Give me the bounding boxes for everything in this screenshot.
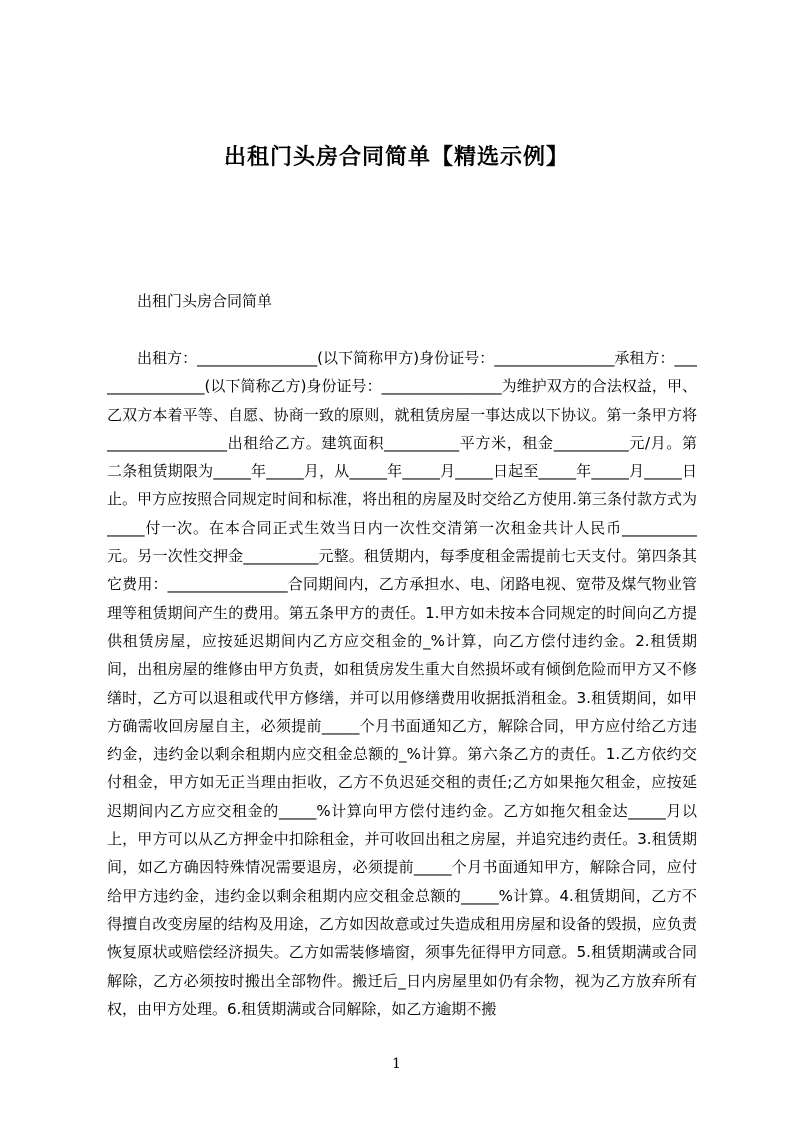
page-number: 1: [392, 1056, 401, 1072]
document-subtitle: 出租门头房合同简单: [137, 292, 273, 310]
document-title: 出租门头房合同简单【精选示例】: [223, 145, 569, 170]
contract-body-text: 出租方：________________(以下简称甲方)身份证号：________________承租方：________________(以下简称乙方)身份证号：________________为维护双方的合法权益，甲、乙双方本着平等、自愿、协商一致的原则，就租赁房屋一事达成以下协议。第一条甲方将________________出租给乙方。建筑面积__________平方米，租金__________元/月。第二条租赁期限为_____年_____月，从_____年_____月_____日起至_____年_____月_____日止。甲方应按照合同规定时间和标准，将出租的房屋及时交给乙方使用.第三条付款方式为_____付一次。在本合同正式生效当日内一次性交清第一次租金共计人民币__________元。另一次性交押金__________元整。租赁期内，每季度租金需提前七天支付。第四条其它费用：________________合同期间内，乙方承担水、电、闭路电视、宽带及煤气物业管理等租赁期间产生的费用。第五条甲方的责任。1.甲方如未按本合同规定的时间向乙方提供租赁房屋，应按延迟期间内乙方应交租金的_%计算，向乙方偿付违约金。2.租赁期间，出租房屋的维修由甲方负责，如租赁房发生重大自然损坏或有倾倒危险而甲方又不修缮时，乙方可以退租或代甲方修缮，并可以用修缮费用收据抵消租金。3.租赁期间，如甲方确需收回房屋自主，必须提前_____个月书面通知乙方，解除合同，甲方应付给乙方违约金，违约金以剩余租期内应交租金总额的_%计算。第六条乙方的责任。1.乙方依约交付租金，甲方如无正当理由拒收，乙方不负迟延交租的责任;乙方如果拖欠租金，应按延迟期间内乙方应交租金的_____%计算向甲方偿付违约金。乙方如拖欠租金达_____月以上，甲方可以从乙方押金中扣除租金，并可收回出租之房屋，并追究违约责任。3.租赁期间，如乙方确因特殊情况需要退房，必须提前_____个月书面通知甲方，解除合同，应付给甲方违约金，违约金以剩余租期内应交租金总额的_____%计算。4.租赁期间，乙方不得擅自改变房屋的结构及用途，乙方如因故意或过失造成租用房屋和设备的毁损，应负责恢复原状或赔偿经济损失。乙方如需装修墙窗，须事先征得甲方同意。5.租赁期满或合同解除，乙方必须按时搬出全部物件。搬迁后_日内房屋里如仍有余物，视为乙方放弃所有权，由甲方处理。6.租赁期满或合同解除，如乙方逾期不搬: [107, 349, 697, 1018]
contract-body: [107, 344, 697, 1023]
